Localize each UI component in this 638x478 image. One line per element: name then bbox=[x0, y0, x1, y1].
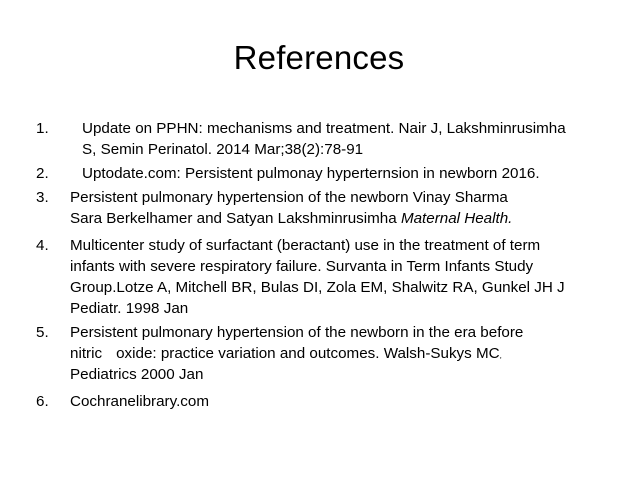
reference-number: 4. bbox=[36, 237, 49, 254]
reference-line: Cochranelibrary.com bbox=[70, 393, 209, 410]
reference-word: nitric bbox=[70, 345, 103, 362]
reference-authors: Sara Berkelhamer and Satyan Lakshminrusimha bbox=[70, 210, 397, 227]
reference-line: Uptodate.com: Persistent pulmonay hyperternsion in newborn 2016. bbox=[82, 165, 540, 182]
reference-number: 6. bbox=[36, 393, 49, 410]
reference-line: Persistent pulmonary hypertension of the newborn Vinay Sharma bbox=[70, 189, 508, 206]
reference-line: Persistent pulmonary hypertension of the newborn in the era before bbox=[70, 324, 524, 341]
reference-line: Pediatr. 1998 Jan bbox=[70, 300, 189, 317]
reference-mark: , bbox=[499, 351, 502, 360]
reference-journal: Maternal Health. bbox=[400, 210, 513, 227]
reference-number: 5. bbox=[36, 324, 49, 341]
slide-title: References bbox=[233, 39, 405, 76]
reference-line: Pediatrics 2000 Jan bbox=[70, 366, 204, 383]
reference-line bbox=[70, 343, 502, 366]
reference-line: S, Semin Perinatol. 2014 Mar;38(2):78-91 bbox=[82, 141, 364, 158]
reference-number: 2. bbox=[36, 165, 49, 182]
reference-line: Group.Lotze A, Mitchell BR, Bulas DI, Zola EM, Shalwitz RA, Gunkel JH J bbox=[70, 279, 565, 296]
reference-number: 1. bbox=[36, 120, 49, 137]
reference-number: 3. bbox=[36, 189, 49, 206]
reference-text: oxide: practice variation and outcomes. Walsh-Sukys MC bbox=[116, 345, 500, 362]
reference-line: Multicenter study of surfactant (beractant) use in the treatment of term bbox=[70, 237, 541, 254]
reference-line: infants with severe respiratory failure. Survanta in Term Infants Study bbox=[70, 258, 534, 275]
reference-line bbox=[70, 208, 512, 229]
reference-line: Update on PPHN: mechanisms and treatment. Nair J, Lakshminrusimha bbox=[82, 120, 566, 137]
